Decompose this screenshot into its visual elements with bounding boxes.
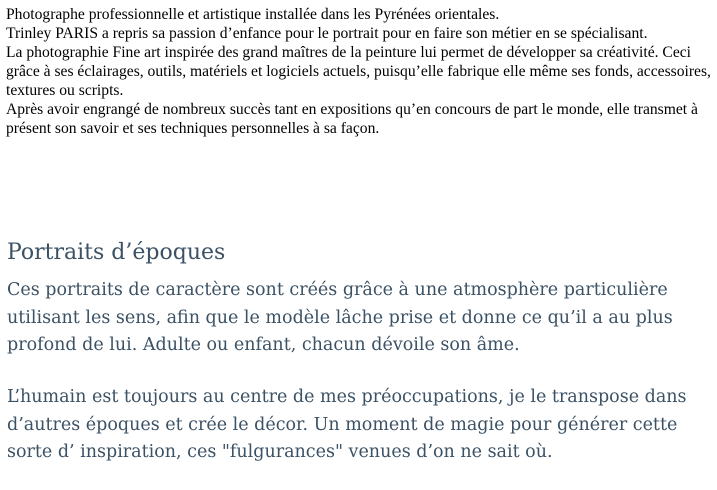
- section-title: Portraits d’époques: [7, 240, 226, 265]
- intro-line-location: Photographe professionnelle et artistique installée dans les Pyrénées orientales.: [6, 6, 500, 23]
- intro-block: [6, 5, 712, 138]
- section-paragraph-1: Ces portraits de caractère sont créés grâce à une atmosphère particulière utilisant les sens, afin que le modèle lâche prise et donne ce qu’il a au plus profond de lui. Adulte ou enfant, chacun dévoile son âme.: [7, 280, 673, 355]
- intro-line-passion: Trinley PARIS a repris sa passion d’enfance pour le portrait pour en faire son métier en se spécialisant.: [6, 25, 648, 42]
- intro-line-success: Après avoir engrangé de nombreux succès tant en expositions qu’en concours de part le monde, elle transmet à présent son savoir et ses techniques personnelles à sa façon.: [6, 101, 698, 137]
- section-paragraph-2: L’humain est toujours au centre de mes préoccupations, je le transpose dans d’autres époques et crée le décor. Un moment de magie pour générer cette sorte d’ inspiration, ces "fulgurances" venues d’on ne sait où.: [7, 387, 687, 462]
- intro-line-fine-art: La photographie Fine art inspirée des grand maîtres de la peinture lui permet de développer sa créativité. Ceci grâce à ses éclairages, outils, matériels et logiciels actuels, puisqu’elle fabrique elle même ses fonds, accessoires, textures ou scripts.: [6, 44, 711, 99]
